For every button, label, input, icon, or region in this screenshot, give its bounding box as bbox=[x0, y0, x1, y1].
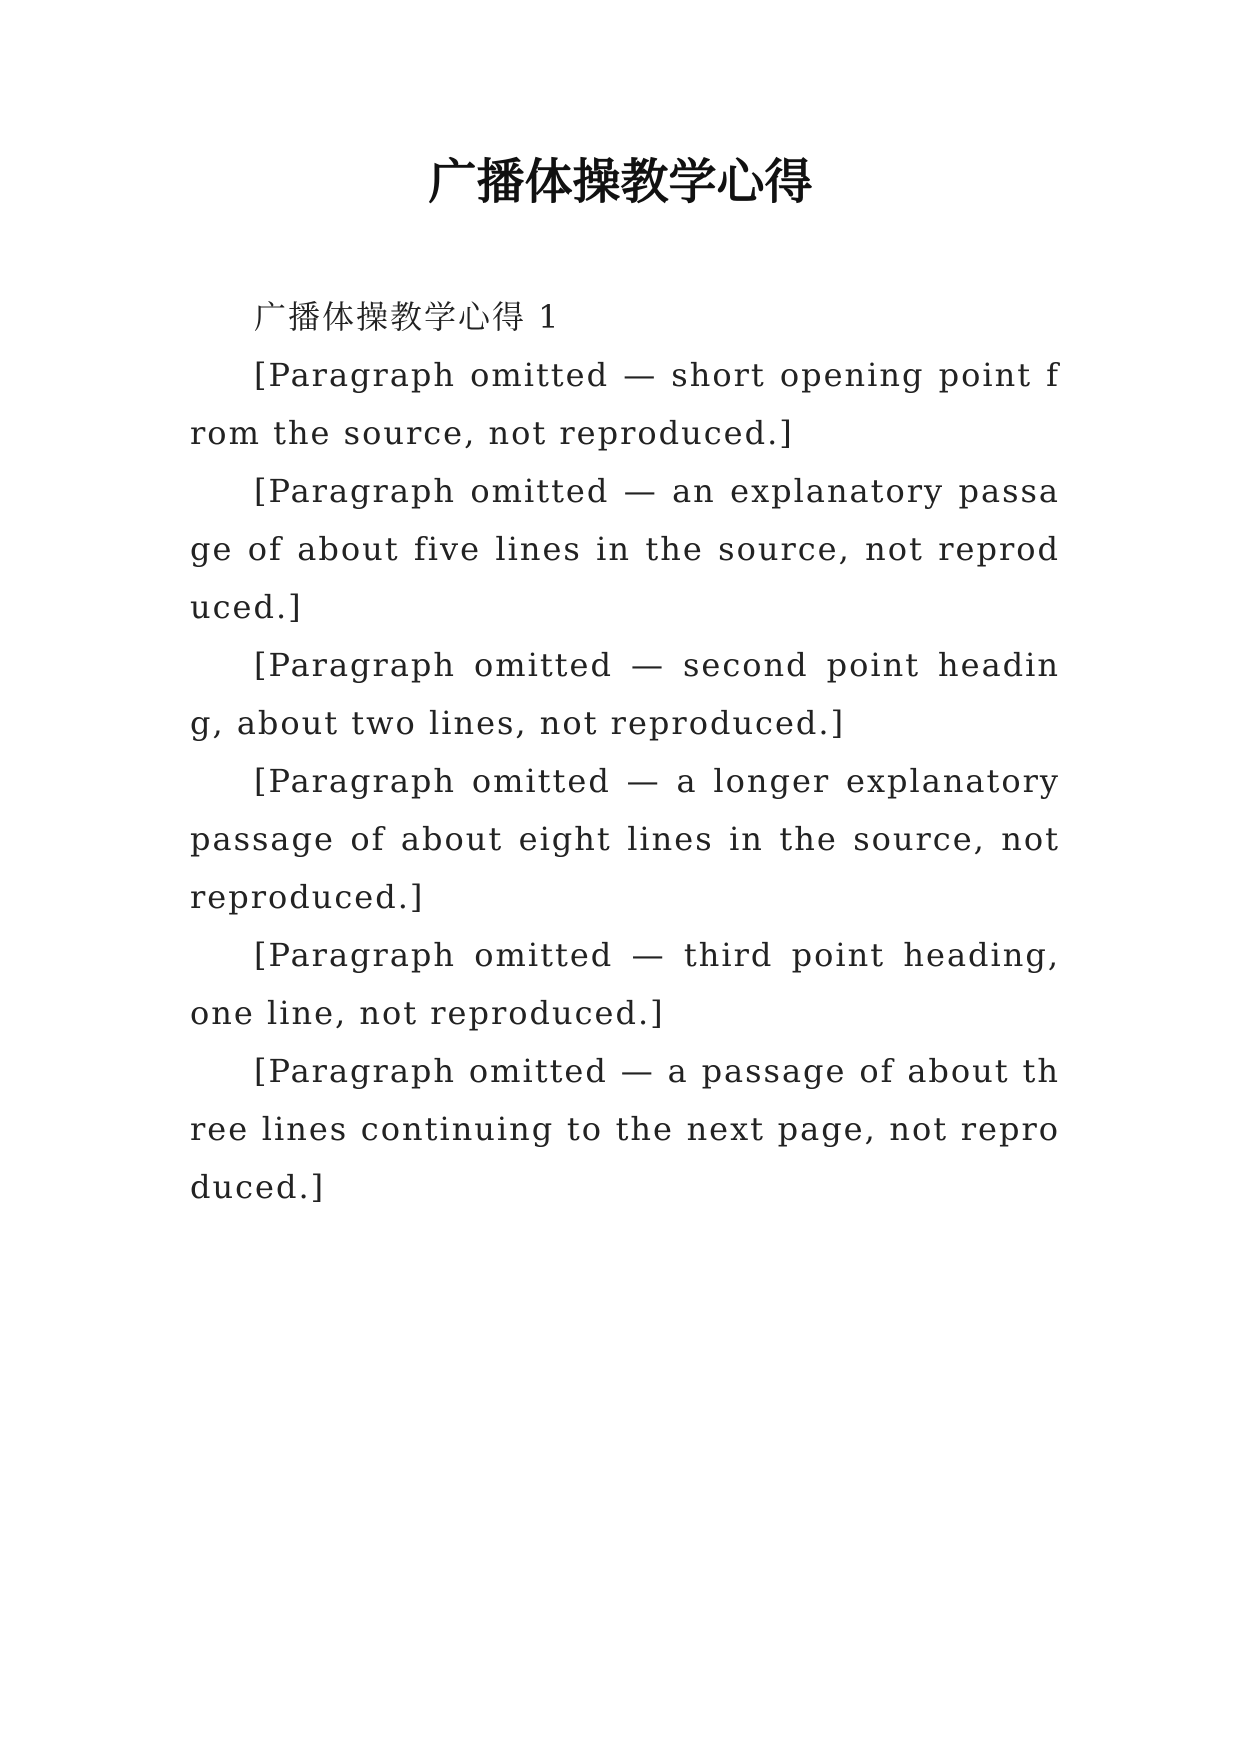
paragraph-6: [Paragraph omitted — a passage of about three lines continuing to the next page, not reproduced.] bbox=[190, 1052, 1060, 1206]
paragraph-2: [Paragraph omitted — an explanatory passage of about five lines in the source, not reproduced.] bbox=[190, 472, 1060, 626]
document-title: 广播体操教学心得 bbox=[428, 154, 813, 210]
paragraph-1: [Paragraph omitted — short opening point from the source, not reproduced.] bbox=[190, 356, 1060, 452]
document-body bbox=[190, 288, 1060, 1216]
paragraph-3: [Paragraph omitted — second point heading, about two lines, not reproduced.] bbox=[190, 646, 1060, 742]
paragraph-4: [Paragraph omitted — a longer explanatory passage of about eight lines in the source, not reproduced.] bbox=[190, 762, 1060, 916]
paragraph-5: [Paragraph omitted — third point heading, one line, not reproduced.] bbox=[190, 936, 1060, 1032]
subtitle: 广播体操教学心得 1 bbox=[254, 298, 561, 336]
